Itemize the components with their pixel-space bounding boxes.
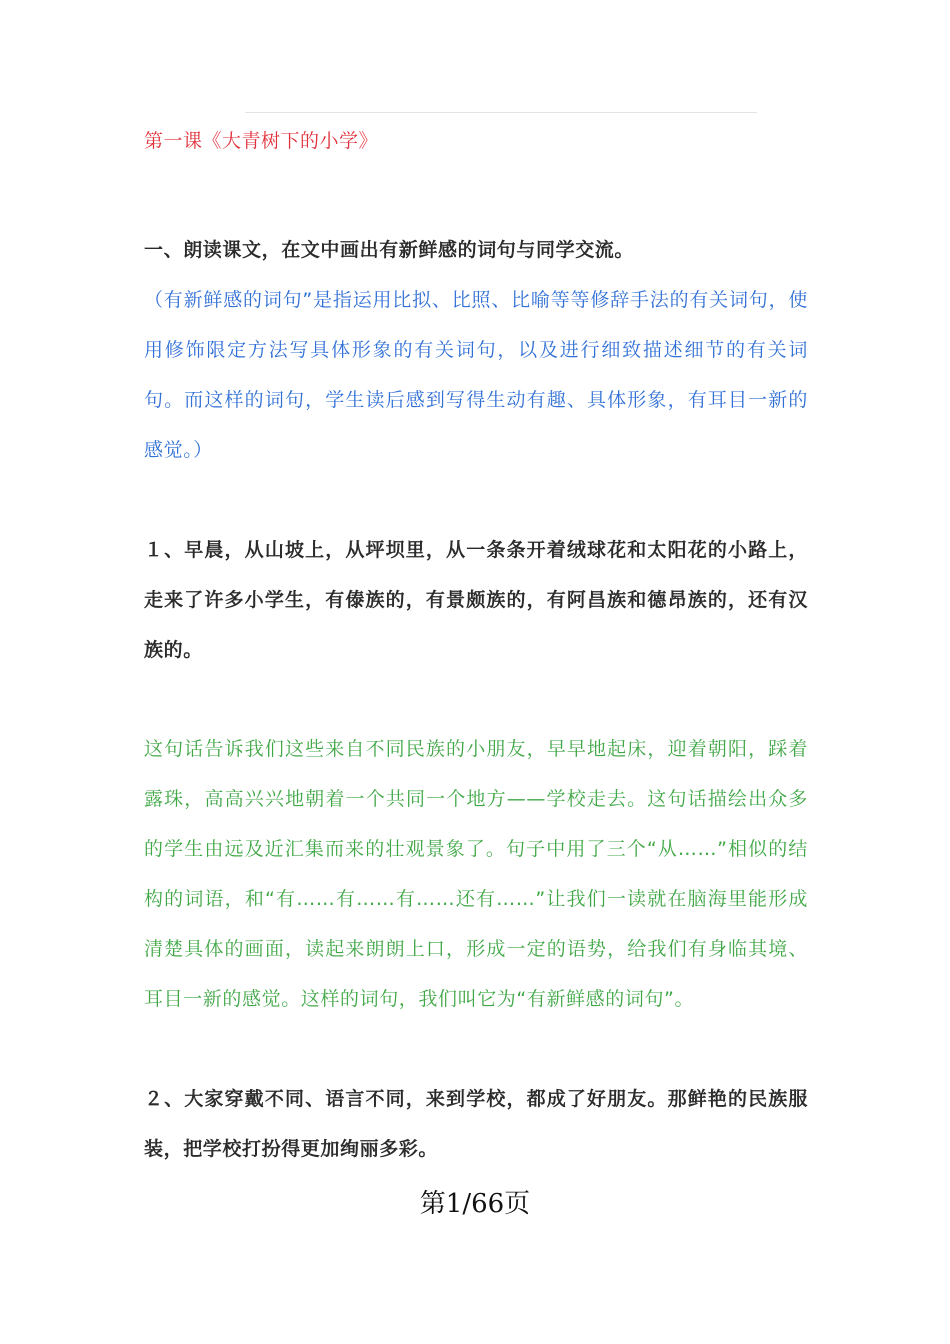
- document-content: [144, 125, 808, 1174]
- exercise-heading: 一、朗读课文，在文中画出有新鲜感的词句与同学交流。: [144, 239, 635, 261]
- example-sentence-1: １、早晨，从山坡上，从坪坝里，从一条条开着绒球花和太阳花的小路上，走来了许多小学生，有傣族的，有景颇族的，有阿昌族和德昂族的，还有汉族的。: [144, 539, 808, 661]
- example-sentence-2: ２、大家穿戴不同、语言不同，来到学校，都成了好朋友。那鲜艳的民族服装，把学校打扮得更加绚丽多彩。: [144, 1088, 808, 1160]
- explanation-note: （有新鲜感的词句”是指运用比拟、比照、比喻等等修辞手法的有关词句，使用修饰限定方法写具体形象的有关词句，以及进行细致描述细节的有关词句。而这样的词句，学生读后感到写得生动有趣、具体形象，有耳目一新的感觉。）: [144, 289, 808, 461]
- top-divider: [245, 112, 757, 113]
- page-number: 第1/66页: [419, 1189, 531, 1219]
- lesson-title: 第一课《大青树下的小学》: [144, 130, 379, 152]
- example-commentary-1: 这句话告诉我们这些来自不同民族的小朋友，早早地起床，迎着朝阳，踩着露珠，高高兴兴地朝着一个共同一个地方——学校走去。这句话描绘出众多的学生由远及近汇集而来的壮观景象了。句子中用了三个“从……”相似的结构的词语，和“有……有……有……还有……”让我们一读就在脑海里能形成清楚具体的画面，读起来朗朗上口，形成一定的语势，给我们有身临其境、耳目一新的感觉。这样的词句，我们叫它为“有新鲜感的词句”。: [144, 738, 808, 1010]
